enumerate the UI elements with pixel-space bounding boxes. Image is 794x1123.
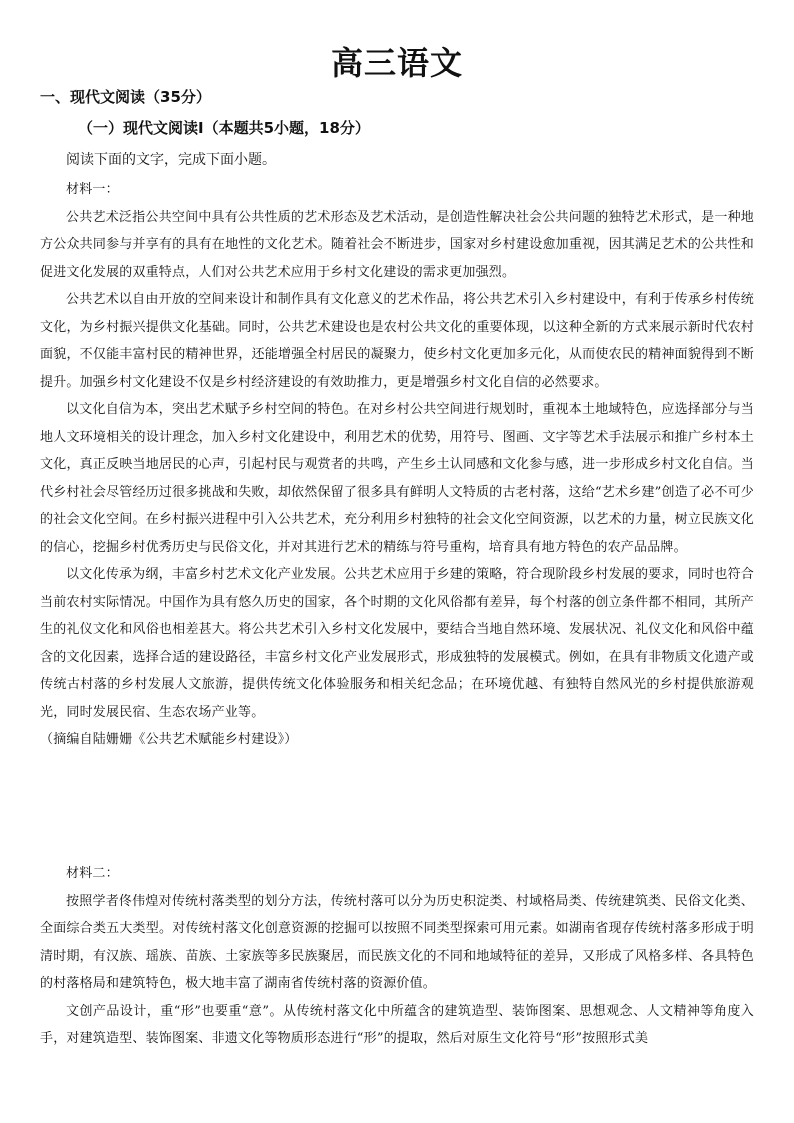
material-one-paragraph-2: 公共艺术以自由开放的空间来设计和制作具有文化意义的艺术作品，将公共艺术引入乡村建设中，有利于传承乡村传统文化，为乡村振兴提供文化基础。同时，公共艺术建设也是农村公共文化的重要体现，以这种全新的方式来展示新时代农村面貌，不仅能丰富村民的精神世界，还能增强全村居民的凝聚力，使乡村文化更加多元化，从而使农民的精神面貌得到不断提升。加强乡村文化建设不仅是乡村经济建设的有效助推力，更是增强乡村文化自信的必然要求。 [40,292,754,390]
material-two [40,860,754,1053]
material-two-paragraph-2: 文创产品设计，重“形”也要重“意”。从传统村落文化中所蕴含的建筑造型、装饰图案、思想观念、人文精神等角度入手，对建筑造型、装饰图案、非遗文化等物质形态进行“形”的提取，然后对原生文化符号“形”按照形式美 [40,1003,754,1046]
material-one-paragraph-1: 公共艺术泛指公共空间中具有公共性质的艺术形态及艺术活动，是创造性解决社会公共问题的独特艺术形式，是一种地方公众共同参与并享有的具有在地性的文化艺术。随着社会不断进步，国家对乡村建设愈加重视，因其满足艺术的公共性和促进文化发展的双重特点，人们对公共艺术应用于乡村文化建设的需求更加强烈。 [40,209,754,280]
material-one-paragraph-3: 以文化自信为本，突出艺术赋予乡村空间的特色。在对乡村公共空间进行规划时，重视本土地域特色，应选择部分与当地人文环境相关的设计理念，加入乡村文化建设中，利用艺术的优势，用符号、图画、文字等艺术手法展示和推广乡村本土文化，真正反映当地居民的心声，引起村民与观赏者的共鸣，产生乡土认同感和文化参与感，进一步形成乡村文化自信。当代乡村社会尽管经历过很多挑战和失败，却依然保留了很多具有鲜明人文特质的古老村落，这给“艺术乡建”创造了必不可少的社会文化空间。在乡村振兴进程中引入公共艺术，充分利用乡村独特的社会文化空间资源，以艺术的力量，树立民族文化的信心，挖掘乡村优秀历史与民俗文化，并对其进行艺术的精练与符号重构，培育具有地方特色的农产品品牌。 [40,402,754,555]
material-two-label: 材料二： [66,866,119,881]
section-heading: 一、现代文阅读（35分） [40,88,211,106]
material-one [40,176,754,754]
reading-instruction: 阅读下面的文字，完成下面小题。 [66,152,276,168]
page-title: 高三语文 [330,44,463,82]
material-one-paragraph-4: 以文化传承为纲，丰富乡村艺术文化产业发展。公共艺术应用于乡建的策略，符合现阶段乡村发展的要求，同时也符合当前农村实际情况。中国作为具有悠久历史的国家，各个时期的文化风俗都有差异，每个村落的创立条件都不相同，其所产生的礼仪文化和风俗也相差甚大。将公共艺术引入乡村文化发展中，要结合当地自然环境、发展状况、礼仪文化和风俗中蕴含的文化因素，选择合适的建设路径，丰富乡村文化产业发展形式，形成独特的发展模式。例如，在具有非物质文化遗产或传统古村落的乡村发展人文旅游，提供传统文化体验服务和相关纪念品；在环境优越、有独特自然风光的乡村提供旅游观光，同时发展民宿、生态农场产业等。 [40,567,754,720]
material-one-label: 材料一： [66,182,119,197]
subsection-heading: （一）现代文阅读Ⅰ（本题共5小题，18分） [78,119,370,137]
material-two-paragraph-1: 按照学者佟伟煌对传统村落类型的划分方法，传统村落可以分为历史积淀类、村域格局类、传统建筑类、民俗文化类、全面综合类五大类型。对传统村落文化创意资源的挖掘可以按照不同类型探索可用元素。如湖南省现存传统村落多形成于明清时期，有汉族、瑶族、苗族、土家族等多民族聚居，而民族文化的不同和地域特征的差异，又形成了风格多样、各具特色的村落格局和建筑特色，极大地丰富了湖南省传统村落的资源价值。 [40,893,754,991]
material-one-source: （摘编自陆姗姗《公共艺术赋能乡村建设》） [40,732,298,747]
